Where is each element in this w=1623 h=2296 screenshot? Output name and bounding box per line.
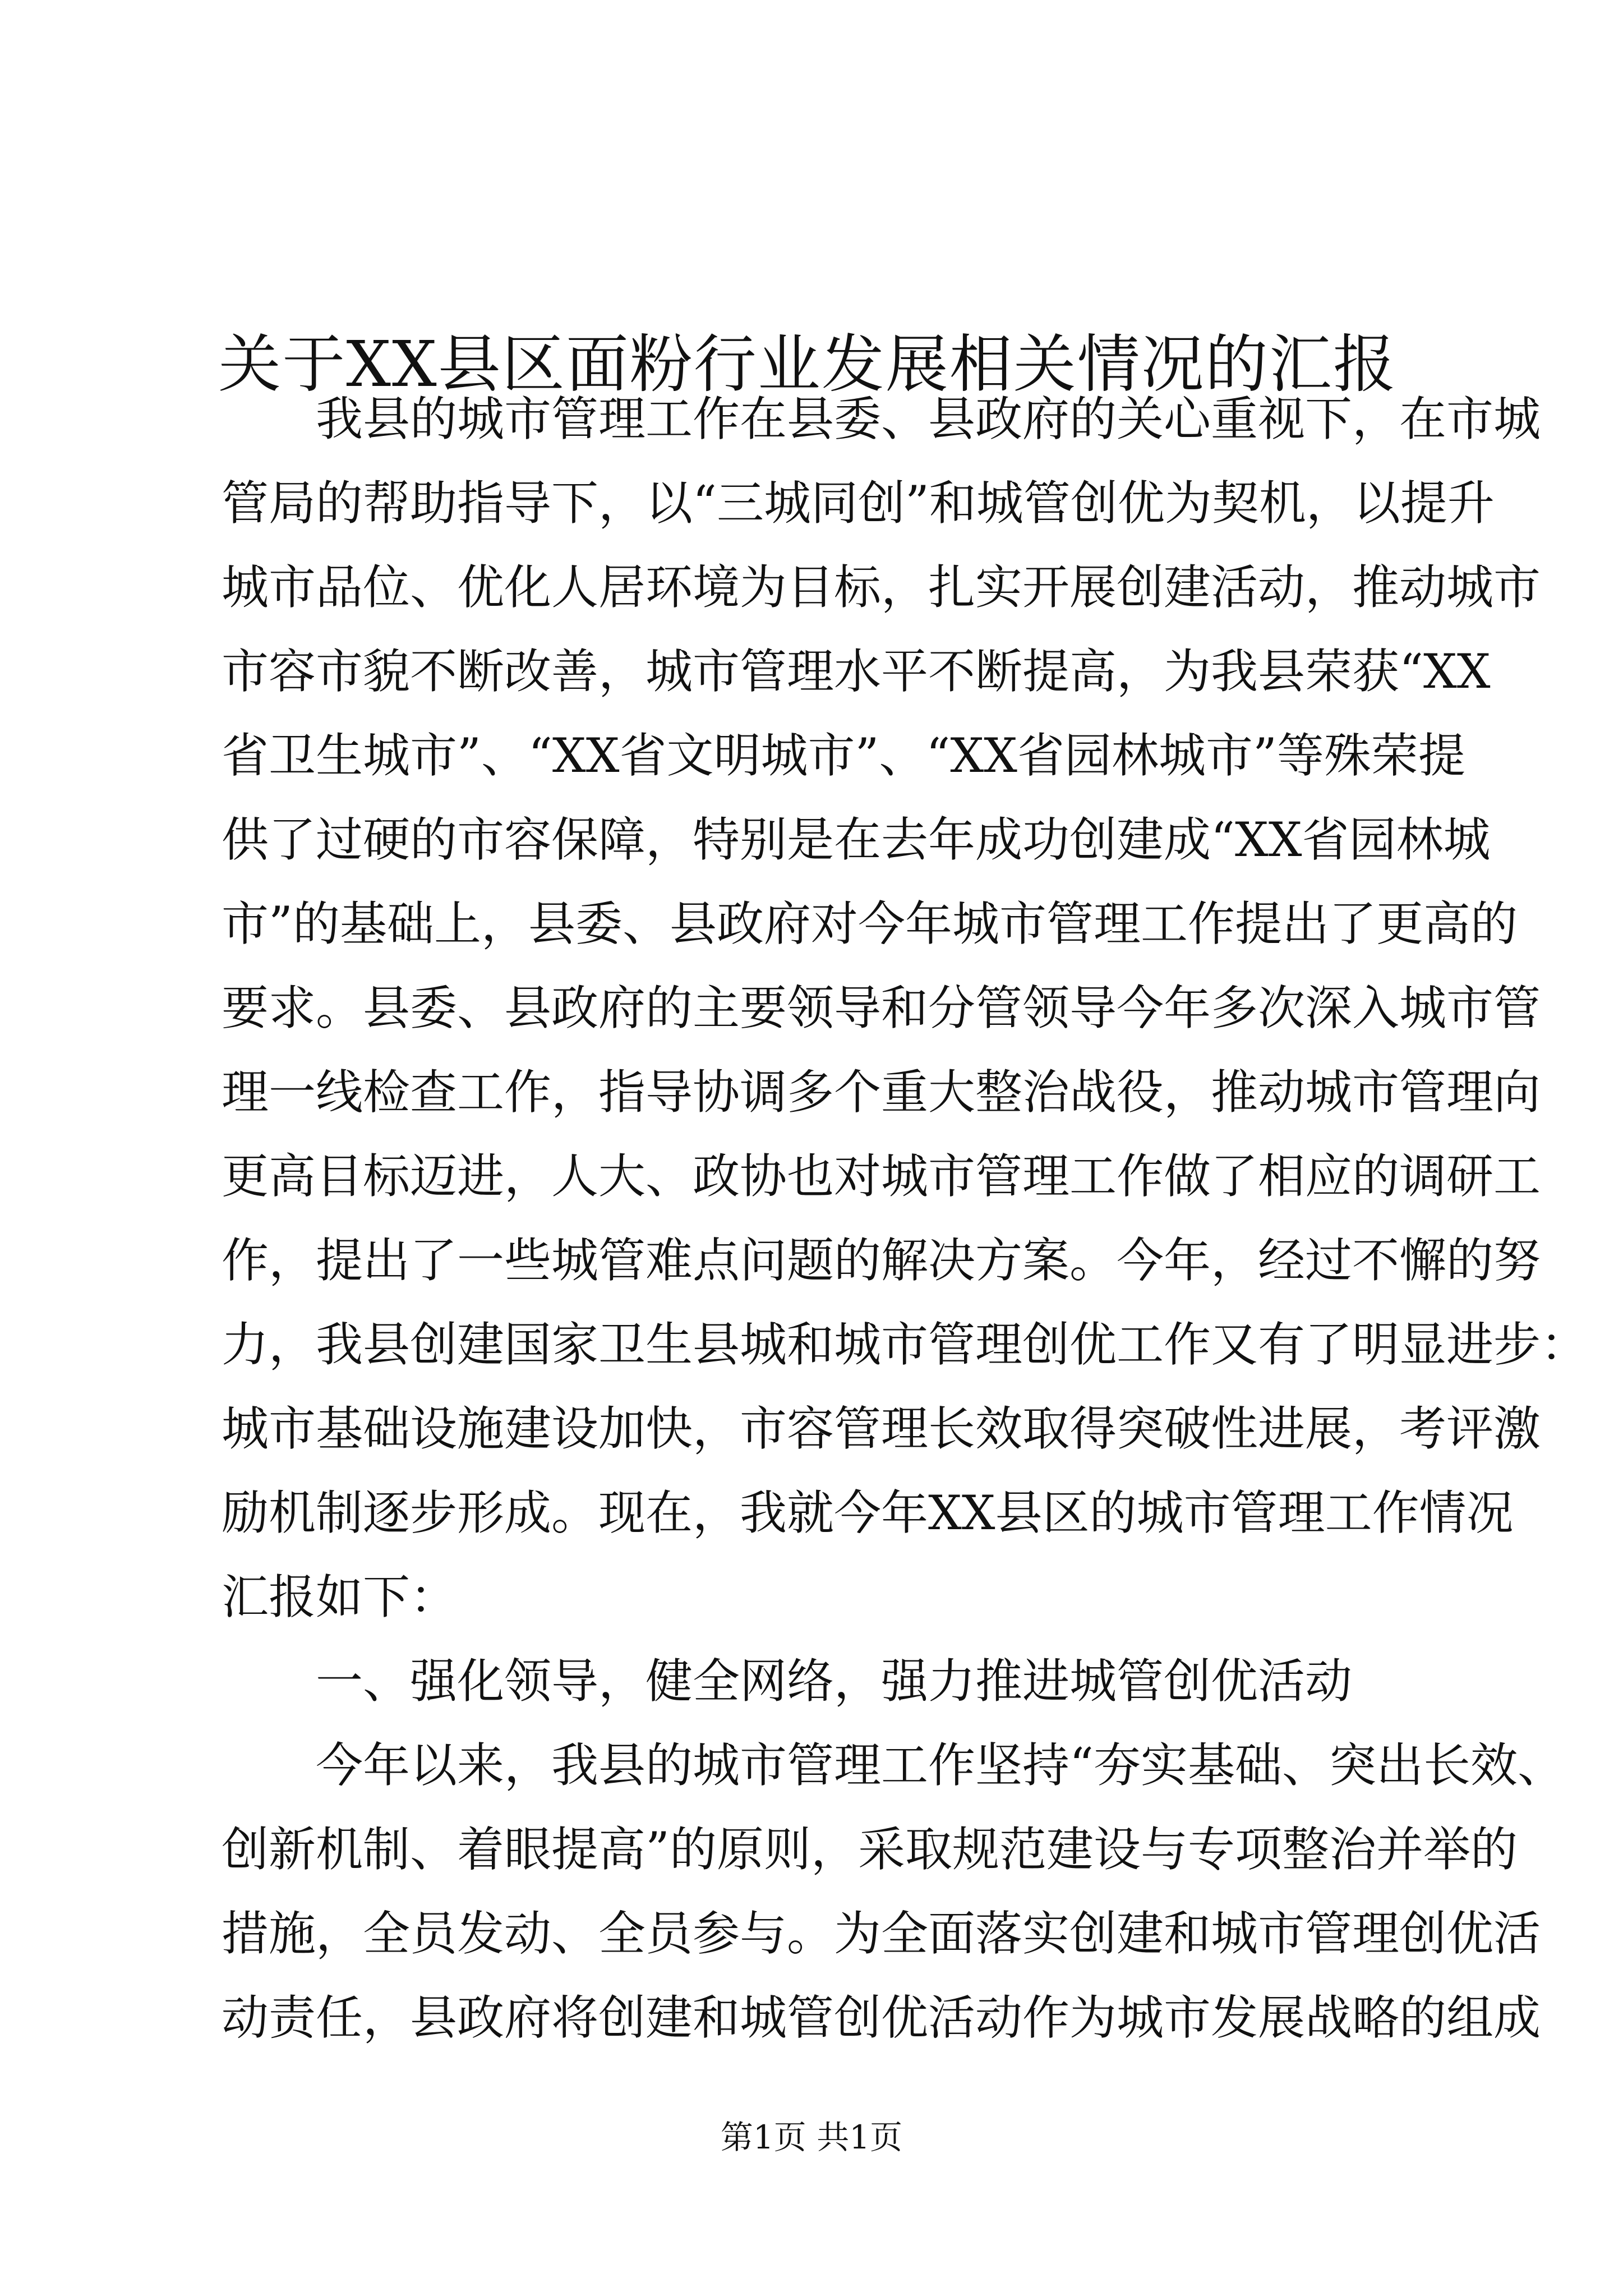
body-line: 更高目标迈进，人大、政协也对城市管理工作做了相应的调研工: [222, 1149, 1541, 1204]
body-line: 力，我县创建国家卫生县城和城市管理创优工作又有了明显进步：: [222, 1317, 1588, 1372]
document-body: [222, 377, 1588, 2060]
body-line: 城市基础设施建设加快，市容管理长效取得突破性进展，考评激: [222, 1401, 1541, 1456]
document-title: 关于XX县区面粉行业发展相关情况的汇报: [218, 328, 1397, 402]
body-line: 今年以来，我县的城市管理工作坚持“夯实基础、突出长效、: [222, 1738, 1565, 1793]
body-line: 励机制逐步形成。现在，我就今年XX县区的城市管理工作情况: [222, 1485, 1514, 1540]
body-line: 市容市貌不断改善，城市管理水平不断提高，为我县荣获“XX: [222, 644, 1491, 699]
body-line: 措施，全员发动、全员参与。为全面落实创建和城市管理创优活: [222, 1906, 1541, 1961]
body-line: 城市品位、优化人居环境为目标，扎实开展创建活动，推动城市: [222, 560, 1541, 615]
body-line: 我县的城市管理工作在县委、县政府的关心重视下，在市城: [222, 392, 1541, 447]
section-heading: 一、强化领导，健全网络，强力推进城管创优活动: [222, 1654, 1353, 1709]
body-line: 管局的帮助指导下，以“三城同创”和城管创优为契机，以提升: [222, 476, 1495, 531]
body-line: 省卫生城市”、“XX省文明城市”、“XX省园林城市”等殊荣提: [222, 728, 1465, 783]
body-line: 市”的基础上，县委、县政府对今年城市管理工作提出了更高的: [222, 896, 1518, 951]
body-line: 创新机制、着眼提高”的原则，采取规范建设与专项整治并举的: [222, 1822, 1518, 1877]
body-line: 理一线检查工作，指导协调多个重大整治战役，推动城市管理向: [222, 1065, 1541, 1120]
body-line: 动责任，县政府将创建和城管创优活动作为城市发展战略的组成: [222, 1990, 1541, 2045]
page-number-footer: 第1页 共1页: [720, 2118, 903, 2156]
body-line: 汇报如下：: [222, 1570, 458, 1625]
body-line: 要求。县委、县政府的主要领导和分管领导今年多次深入城市管: [222, 981, 1541, 1036]
body-line: 供了过硬的市容保障，特别是在去年成功创建成“XX省园林城: [222, 812, 1491, 867]
body-line: 作，提出了一些城管难点问题的解决方案。今年，经过不懈的努: [222, 1233, 1541, 1288]
